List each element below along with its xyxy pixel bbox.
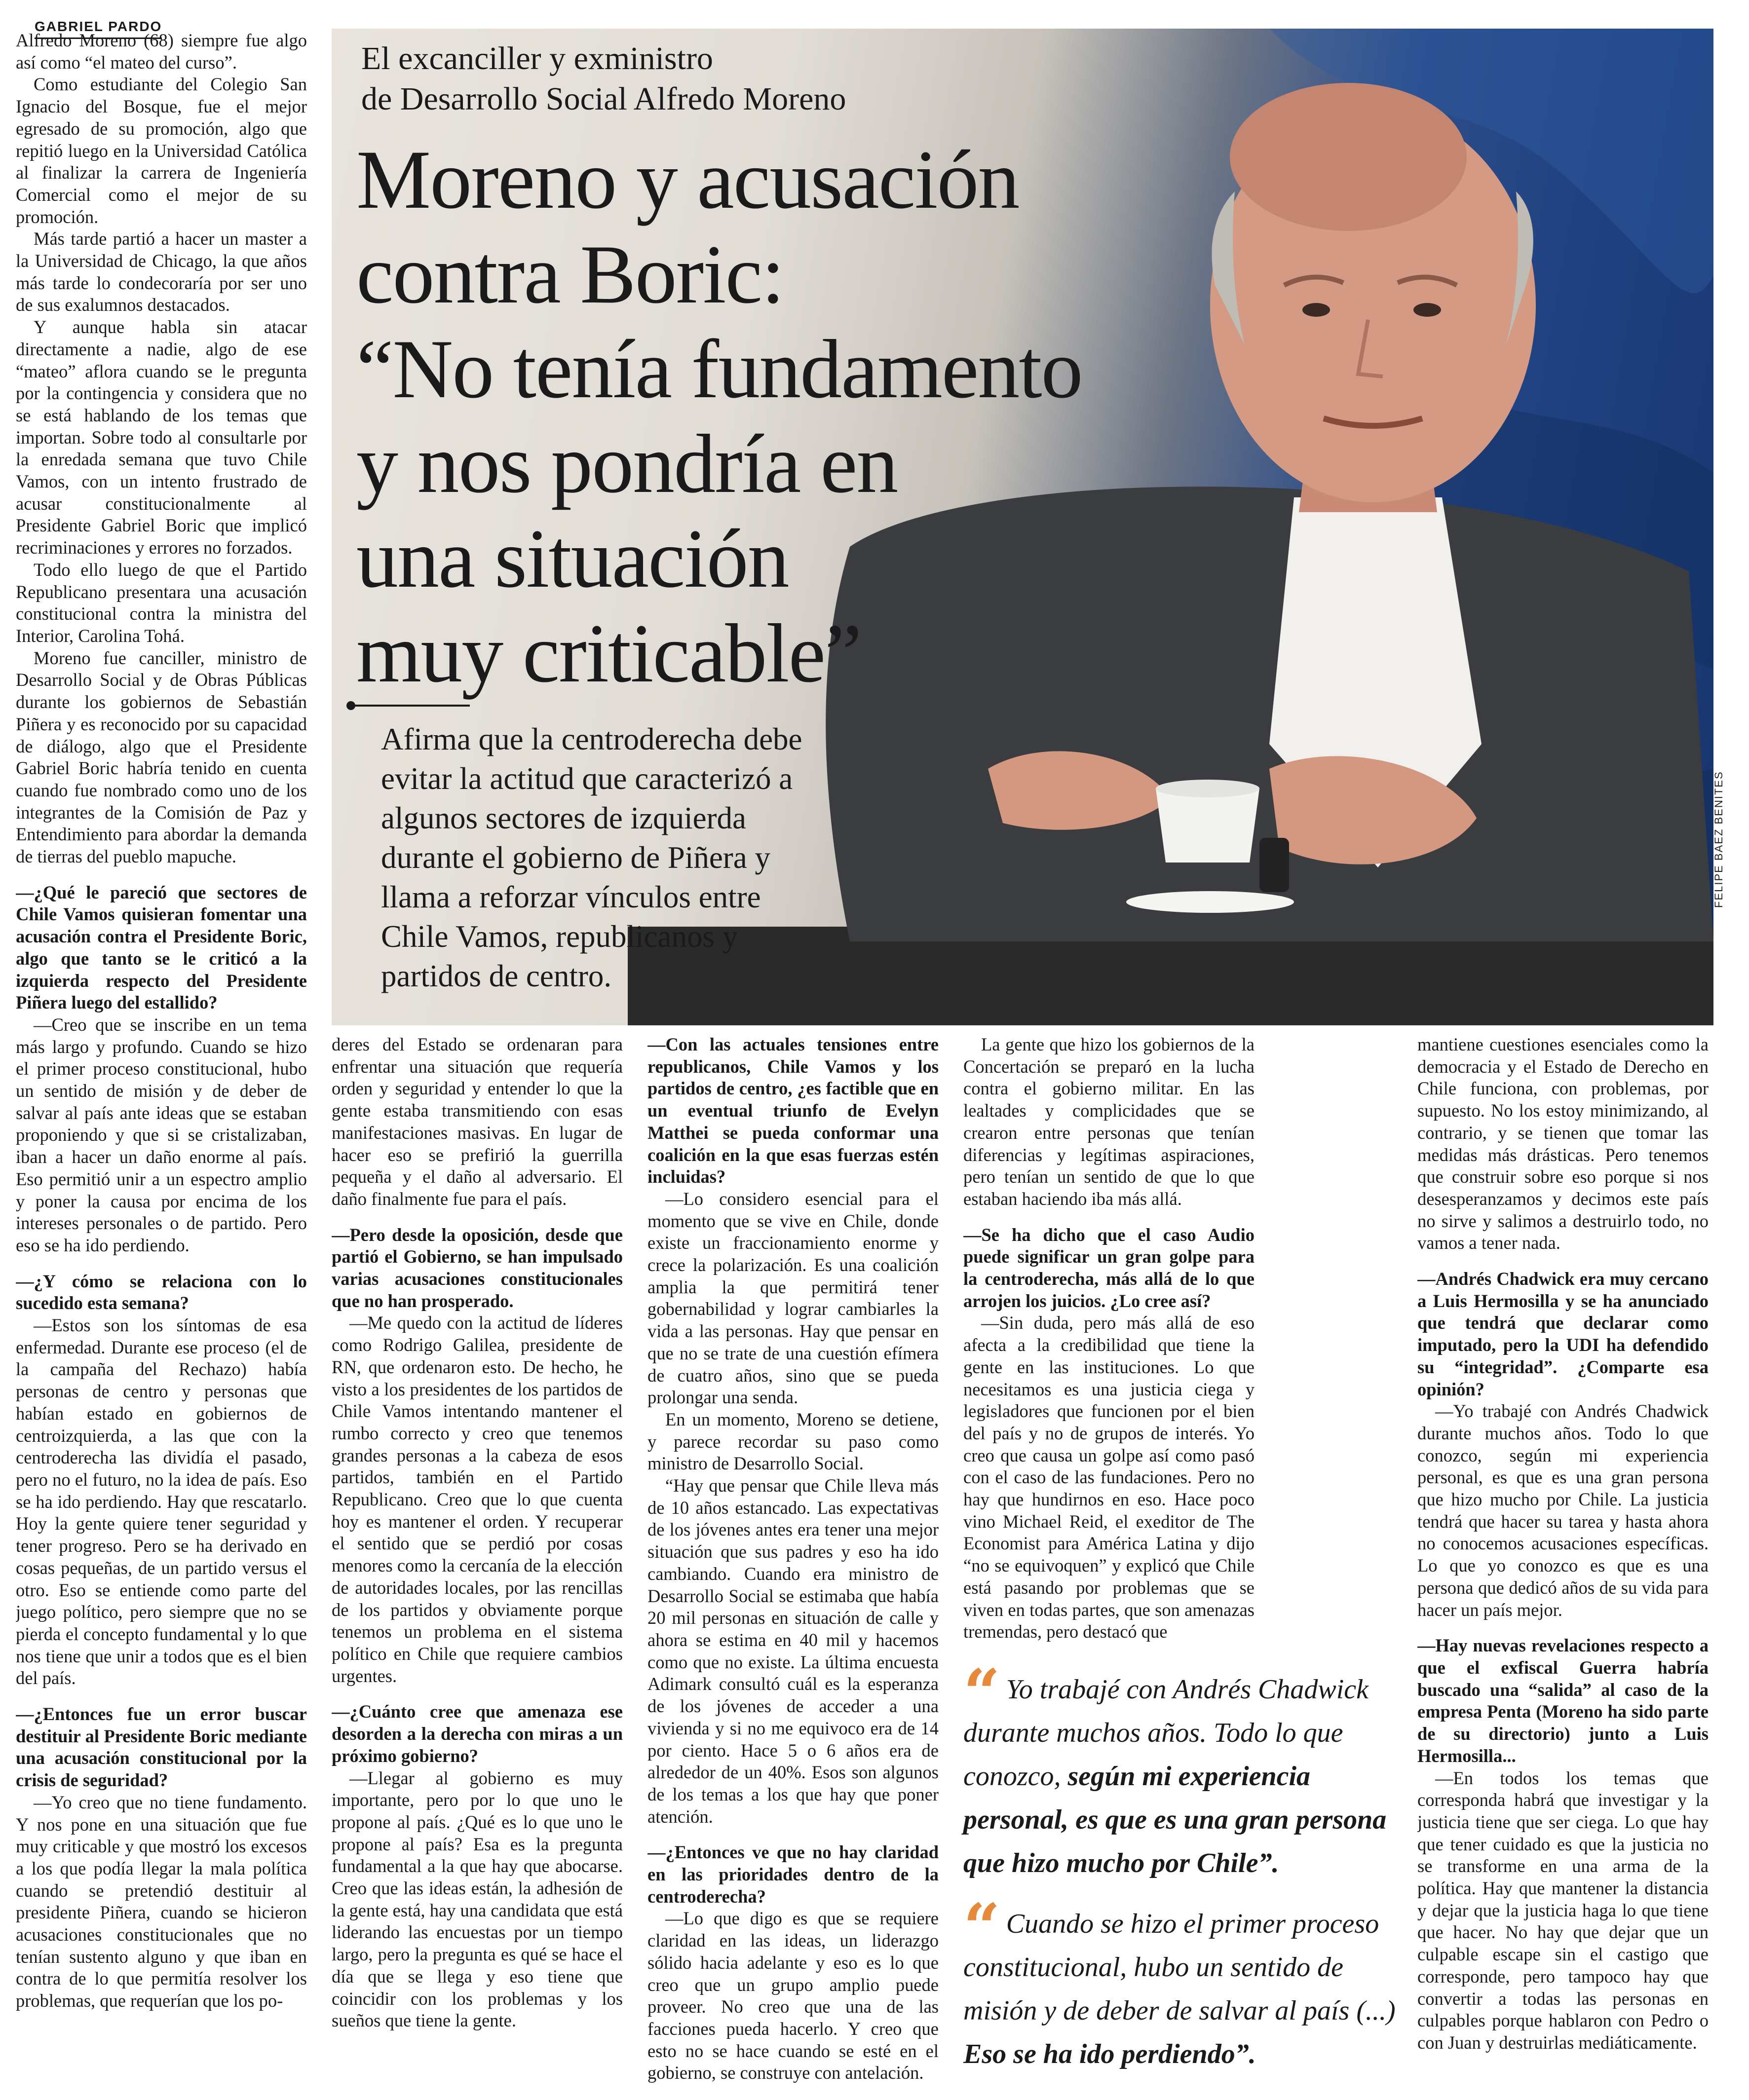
interview-question: —¿Entonces fue un error buscar destituir al Presidente Boric mediante una acusación constitucional por la crisis de seguridad? xyxy=(16,1704,307,1791)
paragraph: Y aunque habla sin atacar directamente a nadie, algo de ese “mateo” aflora cuando se le pregunta por la contingencia y considera que no se está hablando de los temas que importan. Sobre todo al consultarle por la enredada semana que tuvo Chile Vamos, con un intento frustrado de acusar constitucionalmente al Presidente Gabriel Boric que implicó recriminaciones y errores no forzados. xyxy=(16,317,307,558)
paragraph: —Me quedo con la actitud de líderes como Rodrigo Galilea, presidente de RN, que ordenaron esto. De hecho, he visto a los presidentes de los partidos de Chile Vamos intentando mantener el rumbo correcto y creo que tenemos grandes personas a la cabeza de esos partidos, también en el Partido Republicano. Creo que lo que cuenta hoy es mantener el orden. Y recuperar el sentido que se perdió por cosas menores como la cercanía de la elección de autoridades locales, por las rencillas de los partidos y obviamente porque tenemos un problema en el sistema político en Chile que requiere cambios urgentes. xyxy=(332,1312,623,1686)
interview-question: —¿Y cómo se relaciona con lo sucedido esta semana? xyxy=(16,1271,307,1313)
paragraph: —Lo que digo es que se requiere claridad en las ideas, un liderazgo sólido hacia adelante y eso es lo que creo que un grupo amplio puede proveer. No creo que una de las facciones pueda hacerlo. Y creo que esto no se hace cuando se esté en el gobierno, se construye con antelación. xyxy=(647,1908,939,2083)
kicker xyxy=(361,38,846,119)
pull-quote-text: Cuando se hizo el primer proceso constitucional, hubo un sentido de misión y de deber de salvar al país (...) xyxy=(963,1909,1396,2026)
pull-quote-emphasis: Eso se ha ido perdiendo”. xyxy=(963,2039,1256,2069)
paragraph: —En todos los temas que corresponda habrá que investigar y la justicia tiene que ser ciega. Lo que hay que tener cuidado es que la justicia no se transforme en una arma de la política. Hay que mantener la distancia y dejar que la justicia haga lo que tiene que hacer. No hay que dejar que un culpable escape sin el castigo que corresponde, pero tampoco hay que convertir a todas las personas en culpables porque hablaron con Pedro o con Juan y destruirlas mediáticamente. xyxy=(1417,1767,1709,2053)
paragraph: Alfredo Moreno (68) siempre fue algo así como “el mateo del curso”. xyxy=(16,30,307,73)
headline-line: y nos pondría en xyxy=(356,417,898,510)
paragraph: deres del Estado se ordenaran para enfrentar una situación que requería orden y seguridad y entender lo que la gente estaba transmitiendo con esas manifestaciones masivas. En lugar de hacer eso se prefirió la guerrilla pequeña y el daño al adversario. El daño finalmente fue para el país. xyxy=(332,1034,623,1209)
headline xyxy=(356,132,1171,701)
paragraph: —Yo trabajé con Andrés Chadwick durante muchos años. Todo lo que conozco, según mi experiencia personal, es que es una gran persona que hizo mucho por Chile. La justicia tendrá que hacer su tarea y hasta ahora no conocemos acusaciones específicas. Lo que yo conozco es que es una persona que dedicó años de su vida para hacer un país mejor. xyxy=(1417,1401,1709,1620)
interview-question: —Pero desde la oposición, desde que partió el Gobierno, se han impulsado varias acusaciones constitucionales que no han prosperado. xyxy=(332,1224,623,1311)
interview-question: —Andrés Chadwick era muy cercano a Luis Hermosilla y se ha anunciado que tendrá que declarar como imputado, pero la UDI ha defendido su “integridad”. ¿Comparte esa opinión? xyxy=(1417,1269,1709,1399)
body-column-3 xyxy=(647,1034,939,2090)
pull-quote xyxy=(963,1655,1398,1885)
interview-question: —¿Qué le pareció que sectores de Chile Vamos quisieran fomentar una acusación contra el Presidente Boric, algo que tanto se le criticó a la izquierda respecto del Presidente Piñera luego del estallido? xyxy=(16,882,307,1013)
summary: Afirma que la centroderecha debe evitar la actitud que caracterizó a algunos sectores de izquierda durante el gobierno de Piñera y llama a reforzar vínculos entre Chile Vamos, republicanos y partidos de centro. xyxy=(381,722,802,993)
pull-quote-emphasis: según mi experiencia personal, es que es una gran persona que hizo mucho por Chile”. xyxy=(963,1761,1387,1878)
body-column-2 xyxy=(332,1034,623,2090)
paragraph: “Hay que pensar que Chile lleva más de 10 años estancado. Las expectativas de los jóvenes antes era tener una mejor situación que sus padres y eso ha ido cambiando. Cuando era ministro de Desarrollo Social se estimaba que había 20 mil personas en situación de calle y ahora se estima en 40 mil y hacemos como que no existe. La última encuesta Adimark consultó cuál es la esperanza de los jóvenes de acceder a una vivienda y si no me equivoco era de 14 por ciento. Hace 5 o 6 años era de alrededor de un 40%. Esos son algunos de los temas a los que hay que poner atención. xyxy=(647,1475,939,1827)
paragraph: Todo ello luego de que el Partido Republicano presentara una acusación constitucional contra la ministra del Interior, Carolina Tohá. xyxy=(16,559,307,646)
quote-mark-icon: “ xyxy=(963,1889,1000,1965)
pull-quote xyxy=(963,1889,1398,2076)
interview-question: —Se ha dicho que el caso Audio puede significar un gran golpe para la centroderecha, más allá de lo que arrojen los juicios. ¿Lo cree así? xyxy=(963,1224,1255,1311)
quote-mark-icon: “ xyxy=(963,1655,1000,1730)
paragraph: Como estudiante del Colegio San Ignacio del Bosque, fue el mejor egresado de su promoción, algo que repitió luego en la Universidad Católica al finalizar la carrera de Ingeniería Comercial como el mejor de su promoción. xyxy=(16,74,307,227)
paragraph: mantiene cuestiones esenciales como la democracia y el Estado de Derecho en Chile funciona, con problemas, por supuesto. No los estoy minimizando, al contrario, y se tienen que tomar las medidas más drásticas. Pero tenemos que construir sobre eso porque si nos desesperanzamos y decimos este país no sirve y salimos a destruirlo todo, no vamos a tener nada. xyxy=(1417,1034,1709,1253)
interview-question: —Con las actuales tensiones entre republicanos, Chile Vamos y los partidos de centro, ¿es factible que en un eventual triunfo de Evelyn Matthei se pueda conformar una coalición en la que esas fuerzas estén incluidas? xyxy=(647,1034,939,1187)
headline-line: muy criticable” xyxy=(356,607,861,700)
interview-question: —¿Entonces ve que no hay claridad en las prioridades dentro de la centroderecha? xyxy=(647,1842,939,1907)
headline-line: “No tenía fundamento xyxy=(356,323,1082,415)
paragraph: —Sin duda, pero más allá de eso afecta a la credibilidad que tiene la gente en las instituciones. Lo que necesitamos es una justicia ciega y legisladores que funcionen por el bien del país y no de grupos de interés. Yo creo que causa un golpe así como pasó con el caso de las fundaciones. Pero no hay que hundirnos en eso. Hace poco vino Michael Reid, el exeditor de The Economist para América Latina y dijo “no se equivoquen” y explicó que Chile está pasando por problemas que se viven en todas partes, que son amenazas tremendas, pero destacó que xyxy=(963,1312,1255,1642)
headline-line: Moreno y acusación xyxy=(356,133,1019,226)
kicker-line: de Desarrollo Social Alfredo Moreno xyxy=(361,81,846,117)
interview-question: —Hay nuevas revelaciones respecto a que el exfiscal Guerra habría buscado una “salida” al caso de la empresa Penta (Moreno ha sido parte de su directorio) junto a Luis Hermosilla... xyxy=(1417,1635,1709,1766)
paragraph: Más tarde partió a hacer un master a la Universidad de Chicago, la que años más tarde lo condecoraría por ser uno de sus exalumnos destacados. xyxy=(16,228,307,315)
hero-photo xyxy=(332,29,1713,1025)
paragraph: —Yo creo que no tiene fundamento. Y nos pone en una situación que fue muy criticable y que mostró los excesos a los que podía llegar la mala política cuando se pretendió destituir al presidente Piñera, cuando se hicieron acusaciones constitucionales que no tenían sustento alguno y que iban en contra de lo que permitía resolver los problemas, que requerían que los po- xyxy=(16,1792,307,2011)
headline-line: una situación xyxy=(356,512,789,605)
body-column-5 xyxy=(1417,1034,1709,2090)
byline: GABRIEL PARDO xyxy=(35,19,162,39)
paragraph: Moreno fue canciller, ministro de Desarrollo Social y de Obras Públicas durante los gobiernos de Sebastián Piñera y es reconocido por su capacidad de diálogo, algo que el Presidente Gabriel Boric habría tenido en cuenta cuando fue nombrado como uno de los integrantes de la Comisión de Paz y Entendimiento para abordar la demanda de tierras del pueblo mapuche. xyxy=(16,647,307,867)
photo-credit: FELIPE BAEZ BENITES xyxy=(1712,771,1725,908)
divider xyxy=(351,705,470,707)
pull-quote-text: Yo trabajé con Andrés Chadwick durante muchos años. Todo lo que conozco, xyxy=(963,1674,1369,1792)
paragraph: —Lo considero esencial para el momento que se vive en Chile, donde existe un fraccionamiento enorme y crece la polarización. Es una coalición amplia la que permitirá tener gobernabilidad y lograr cambiarles la vida a las personas. Hay que pensar en que no se trate de una cuestión efímera de cuatro años, sino que se pueda prolongar una senda. xyxy=(647,1188,939,1408)
paragraph: En un momento, Moreno se detiene, y parece recordar su paso como ministro de Desarrollo Social. xyxy=(647,1409,939,1474)
paragraph: —Estos son los síntomas de esa enfermedad. Durante ese proceso (el de la campaña del Rechazo) había personas de centro y personas que habían estado en gobiernos de centroizquierda, a las que con la centroderecha las dividía el pasado, pero no el futuro, no la idea de país. Eso se ha ido perdiendo. Hay que rescatarlo. Hoy la gente quiere tener seguridad y tener progreso. Pero se ha derivado en cosas pequeñas, de un partido versus el otro. Eso se entiende como parte del juego político, pero siempre que no se pierda el concepto fundamental y lo que nos tiene que unir a todos que es el bien del país. xyxy=(16,1315,307,1688)
kicker-line: El excanciller y exministro xyxy=(361,40,713,76)
paragraph: —Llegar al gobierno es muy importante, pero por lo que uno le propone al país. ¿Qué es lo que uno le propone al país? Esa es la pregunta fundamental a la que hay que abocarse. Creo que las ideas están, la adhesión de la gente está, hay una candidata que está liderando las encuestas por un tiempo largo, pero la pregunta es qué se hace el día que se llega y eso tiene que coincidir con los problemas y los sueños que tiene la gente. xyxy=(332,1767,623,2031)
body-column-4 xyxy=(963,1034,1255,1660)
body-column-1 xyxy=(16,30,307,2072)
paragraph: —Creo que se inscribe en un tema más largo y profundo. Cuando se hizo el primer proceso constitucional, hubo un sentido de misión y de deber de salvar al país ante ideas que se estaban proponiendo y que si se cristalizaban, iban a hacer un daño enorme al país. Eso permitió unir a un espectro amplio y poner la causa por encima de los intereses personales o de partido. Pero eso se ha ido perdiendo. xyxy=(16,1014,307,1255)
interview-question: —¿Cuánto cree que amenaza ese desorden a la derecha con miras a un próximo gobierno? xyxy=(332,1701,623,1766)
headline-line: contra Boric: xyxy=(356,228,784,321)
paragraph: La gente que hizo los gobiernos de la Concertación se preparó en la lucha contra el gobierno militar. En las lealtades y complicidades que se crearon entre personas que tenían diferencias y legítimas aspiraciones, pero tenían un sentido de que lo que estaban haciendo iba más allá. xyxy=(963,1034,1255,1209)
